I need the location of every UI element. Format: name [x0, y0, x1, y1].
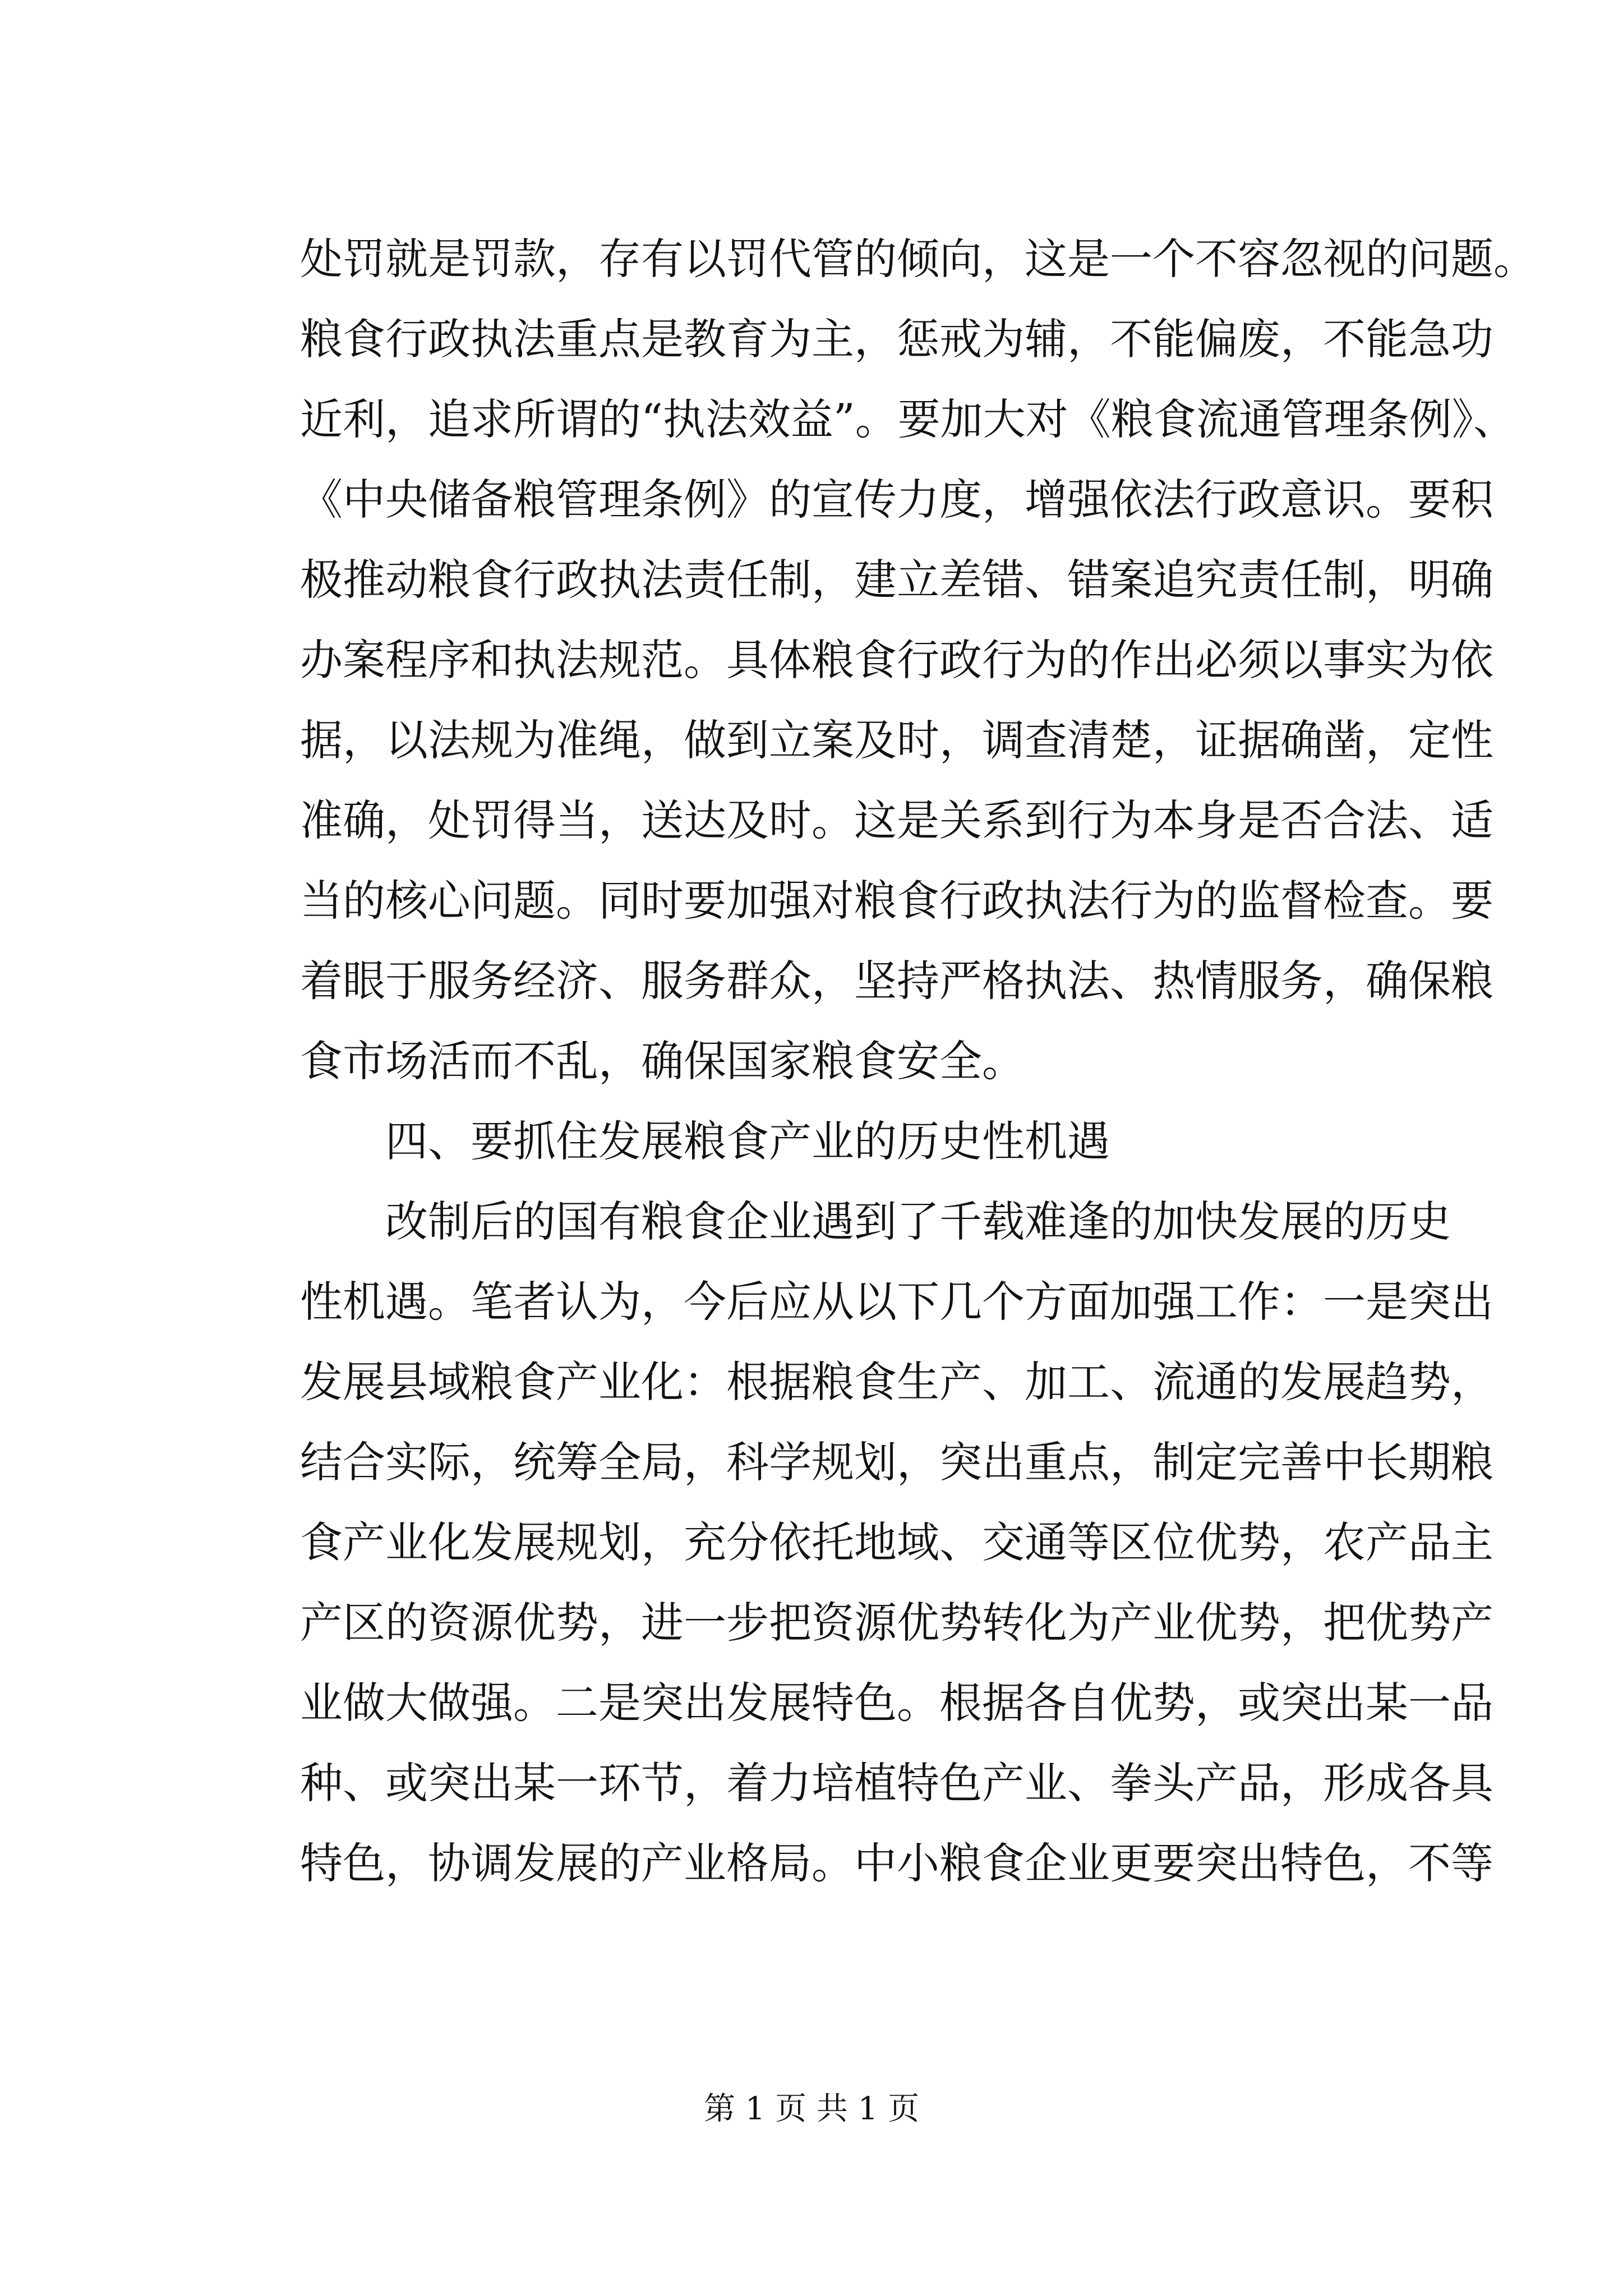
- page-footer: [0, 2090, 1623, 2129]
- text-line: 产区的资源优势，进一步把资源优势转化为产业优势，把优势产: [300, 1598, 1493, 1648]
- text-line: 据，以法规为准绳，做到立案及时，调查清楚，证据确凿，定性: [300, 715, 1493, 765]
- text-line: 当的核心问题。同时要加强对粮食行政执法行为的监督检查。要: [300, 876, 1493, 926]
- document-body: [300, 219, 1536, 1903]
- text-line: 特色，协调发展的产业格局。中小粮食企业更要突出特色，不等: [300, 1838, 1493, 1888]
- text-line: 种、或突出某一环节，着力培植特色产业、拳头产品，形成各具: [300, 1758, 1493, 1808]
- text-line: 性机遇。笔者认为，今后应从以下几个方面加强工作：一是突出: [300, 1277, 1493, 1327]
- text-line: 粮食行政执法重点是教育为主，惩戒为辅，不能偏废，不能急功: [300, 314, 1493, 364]
- text-line: 极推动粮食行政执法责任制，建立差错、错案追究责任制，明确: [300, 555, 1493, 605]
- text-line: 改制后的国有粮食企业遇到了千载难逢的加快发展的历史: [385, 1197, 1451, 1246]
- text-line: 着眼于服务经济、服务群众，坚持严格执法、热情服务，确保粮: [300, 956, 1493, 1006]
- page-number: 第 1 页 共 1 页: [703, 2091, 920, 2127]
- text-line: 准确，处罚得当，送达及时。这是关系到行为本身是否合法、适: [300, 795, 1493, 845]
- text-line: 食市场活而不乱，确保国家粮食安全。: [300, 1036, 1025, 1086]
- text-line: 《中央储备粮管理条例》的宣传力度，增强依法行政意识。要积: [300, 475, 1493, 524]
- text-line: 结合实际，统筹全局，科学规划，突出重点，制定完善中长期粮: [300, 1437, 1493, 1487]
- text-line: 业做大做强。二是突出发展特色。根据各自优势，或突出某一品: [300, 1678, 1493, 1728]
- text-line: 处罚就是罚款，存有以罚代管的倾向，这是一个不容忽视的问题。: [300, 234, 1536, 284]
- section-heading: 四、要抓住发展粮食产业的历史性机遇: [385, 1116, 1110, 1166]
- text-line: 食产业化发展规划，充分依托地域、交通等区位优势，农产品主: [300, 1517, 1493, 1567]
- text-line: 办案程序和执法规范。具体粮食行政行为的作出必须以事实为依: [300, 635, 1493, 685]
- text-line: 近利，追求所谓的“执法效益”。要加大对《粮食流通管理条例》、: [300, 394, 1516, 444]
- text-line: 发展县域粮食产业化：根据粮食生产、加工、流通的发展趋势，: [300, 1357, 1493, 1407]
